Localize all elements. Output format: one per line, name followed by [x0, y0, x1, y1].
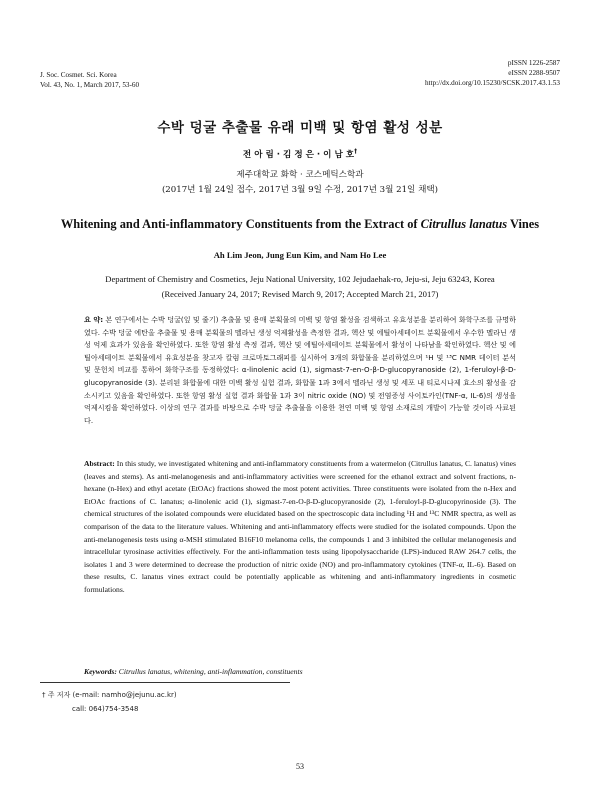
english-title [0, 217, 600, 232]
korean-authors [0, 148, 600, 160]
journal-volume: Vol. 43, No. 1, March 2017, 53-60 [40, 81, 140, 89]
footnote-divider [40, 682, 290, 683]
english-title-prefix: Whitening and Anti-inflammatory Constituents from the Extract of [60, 217, 421, 231]
english-abstract-label: Abstract: [84, 459, 115, 468]
english-abstract-text: In this study, we investigated whitening and anti-inflammatory constituents from a watermelon (Citrullus lanatus, C. lanatus) vines (leaves and stems). As anti-melanogenesis and anti-inflammatory activities were screened for the ethanol extract and solvent fractions, n-hexane (n-Hex) and ethyl acetate (EtOAc) fractions showed the most potent activities. Three constituents were isolated from the n-Hex and EtOAc fractions of C. lanatus; α-linolenic acid (1), sigmast-7-en-O-β-D-glucopyranoside (2), 1-feruloyl-β-D-glucopyrinoside (3). The chemical structures of the isolated compounds were elucidated based on the spectroscopic data including ¹H and ¹³C NMR spectra, as well as comparison of the data to the literature values. Whitening and anti-inflammatory effects were studied for the isolated compounds. Upon the anti-melanogenesis tests using α-MSH stimulated B16F10 melanoma cells, the compounds 1 and 3 inhibited the cellular melanogenesis and intracellular tyrosinase activities effectively. For the anti-inflammation tests using lipopolysaccharide (LPS)-induced RAW 264.7 cells, the isolates 1 and 3 were determined to decrease the production of nitric oxide (NO) and pro-inflammatory cytokines (TNF-α, IL-6). Based on these results, C. lanatus vines extract could be potentially applicable as whitening and anti-inflammatory ingredients in cosmetic formulations. [84, 459, 516, 594]
keywords-label: Keywords: [84, 667, 117, 676]
issn-block [425, 58, 560, 88]
keywords [84, 667, 516, 676]
eissn: eISSN 2288-9507 [508, 69, 560, 77]
footnote [42, 688, 177, 716]
journal-citation [40, 70, 139, 90]
english-affiliation: Department of Chemistry and Cosmetics, Jeju National University, 102 Jejudaehak-ro, Jeju-si, Jeju 63243, Korea [105, 274, 495, 284]
pissn: pISSN 1226-2587 [507, 59, 560, 67]
page-number: 53 [296, 762, 304, 771]
korean-abstract-text: 본 연구에서는 수박 덩굴(잎 및 줄기) 추출물 및 용매 분획물의 미백 및 항염 활성을 검색하고 유효성분을 분리하여 화학구조를 규명하였다. 수박 덩굴 에탄올 추출물 및 용매 분획물의 멜라닌 생성 억제활성을 측정한 결과, 헥산 및 에틸아세테이트 분획물에서 우수한 멜라닌 생성 억제 효과가 있음을 확인하였다. 또한 항염 활성 측정 결과, 헥산 및 에틸아세테이트 분획물에서 활성이 나타남을 확인하였다. 헥산 및 에틸아세테이트 분획물에서 유효성분을 찾고자 칼럼 크로마토그래피를 실시하여 3개의 화합물을 분리하였으며 ¹H 및 ¹³C NMR 데이터 분석 및 문헌치 비교를 통하여 화학구조를 동정하였다: α-linolenic acid (1), sigmast-7-en-O-β-D-glucopyranoside (2), 1-feruloyl-β-D-glucopyranoside (3). 분리된 화합물에 대한 미백 활성 실험 결과, 화합물 1과 3에서 멜라닌 생성 및 세포 내 티로시나제 효소의 활성을 감소시키고 있음을 확인하였다. 또한 항염 활성 실험 결과 화합물 1과 3이 nitric oxide (NO) 및 전염증성 사이토카인(TNF-α, IL-6)의 생성을 억제시킴을 확인하였다. 이상의 연구 결과를 바탕으로 수박 덩굴 추출물을 이용한 천연 미백 및 항염 소재로의 개발이 가능할 것이라 사료된다. [84, 315, 517, 425]
korean-abstract [84, 314, 516, 427]
footnote-email: † 주 저자 (e-mail: namho@jejunu.ac.kr) [42, 691, 177, 699]
journal-name: J. Soc. Cosmet. Sci. Korea [40, 71, 117, 79]
english-title-species: Citrullus lanatus [420, 217, 508, 231]
korean-affiliation: 제주대학교 화학 · 코스메틱스학과 [236, 170, 364, 180]
english-abstract [84, 458, 516, 597]
keywords-text: Citrullus lanatus, whitening, anti-inflammation, constituents [116, 667, 303, 676]
doi-link[interactable]: http://dx.doi.org/10.15230/SCSK.2017.43.1.53 [424, 79, 560, 87]
english-authors: Ah Lim Jeon, Jung Eun Kim, and Nam Ho Lee [213, 250, 387, 260]
corresponding-author-mark: † [354, 148, 358, 156]
english-title-suffix: Vines [507, 217, 540, 231]
english-dates: (Received January 24, 2017; Revised March 9, 2017; Accepted March 21, 2017) [161, 289, 439, 299]
footnote-phone: call: 064)754-3548 [72, 705, 139, 713]
korean-dates: (2017년 1월 24일 접수, 2017년 3월 9일 수정, 2017년 3월 21일 채택) [161, 185, 439, 195]
korean-abstract-label: 요 약: [84, 315, 104, 324]
korean-title: 수박 덩굴 추출물 유래 미백 및 항염 활성 성분 [157, 120, 443, 136]
korean-author-names: 전 아 림 · 김 정 은 · 이 남 호 [242, 150, 355, 160]
